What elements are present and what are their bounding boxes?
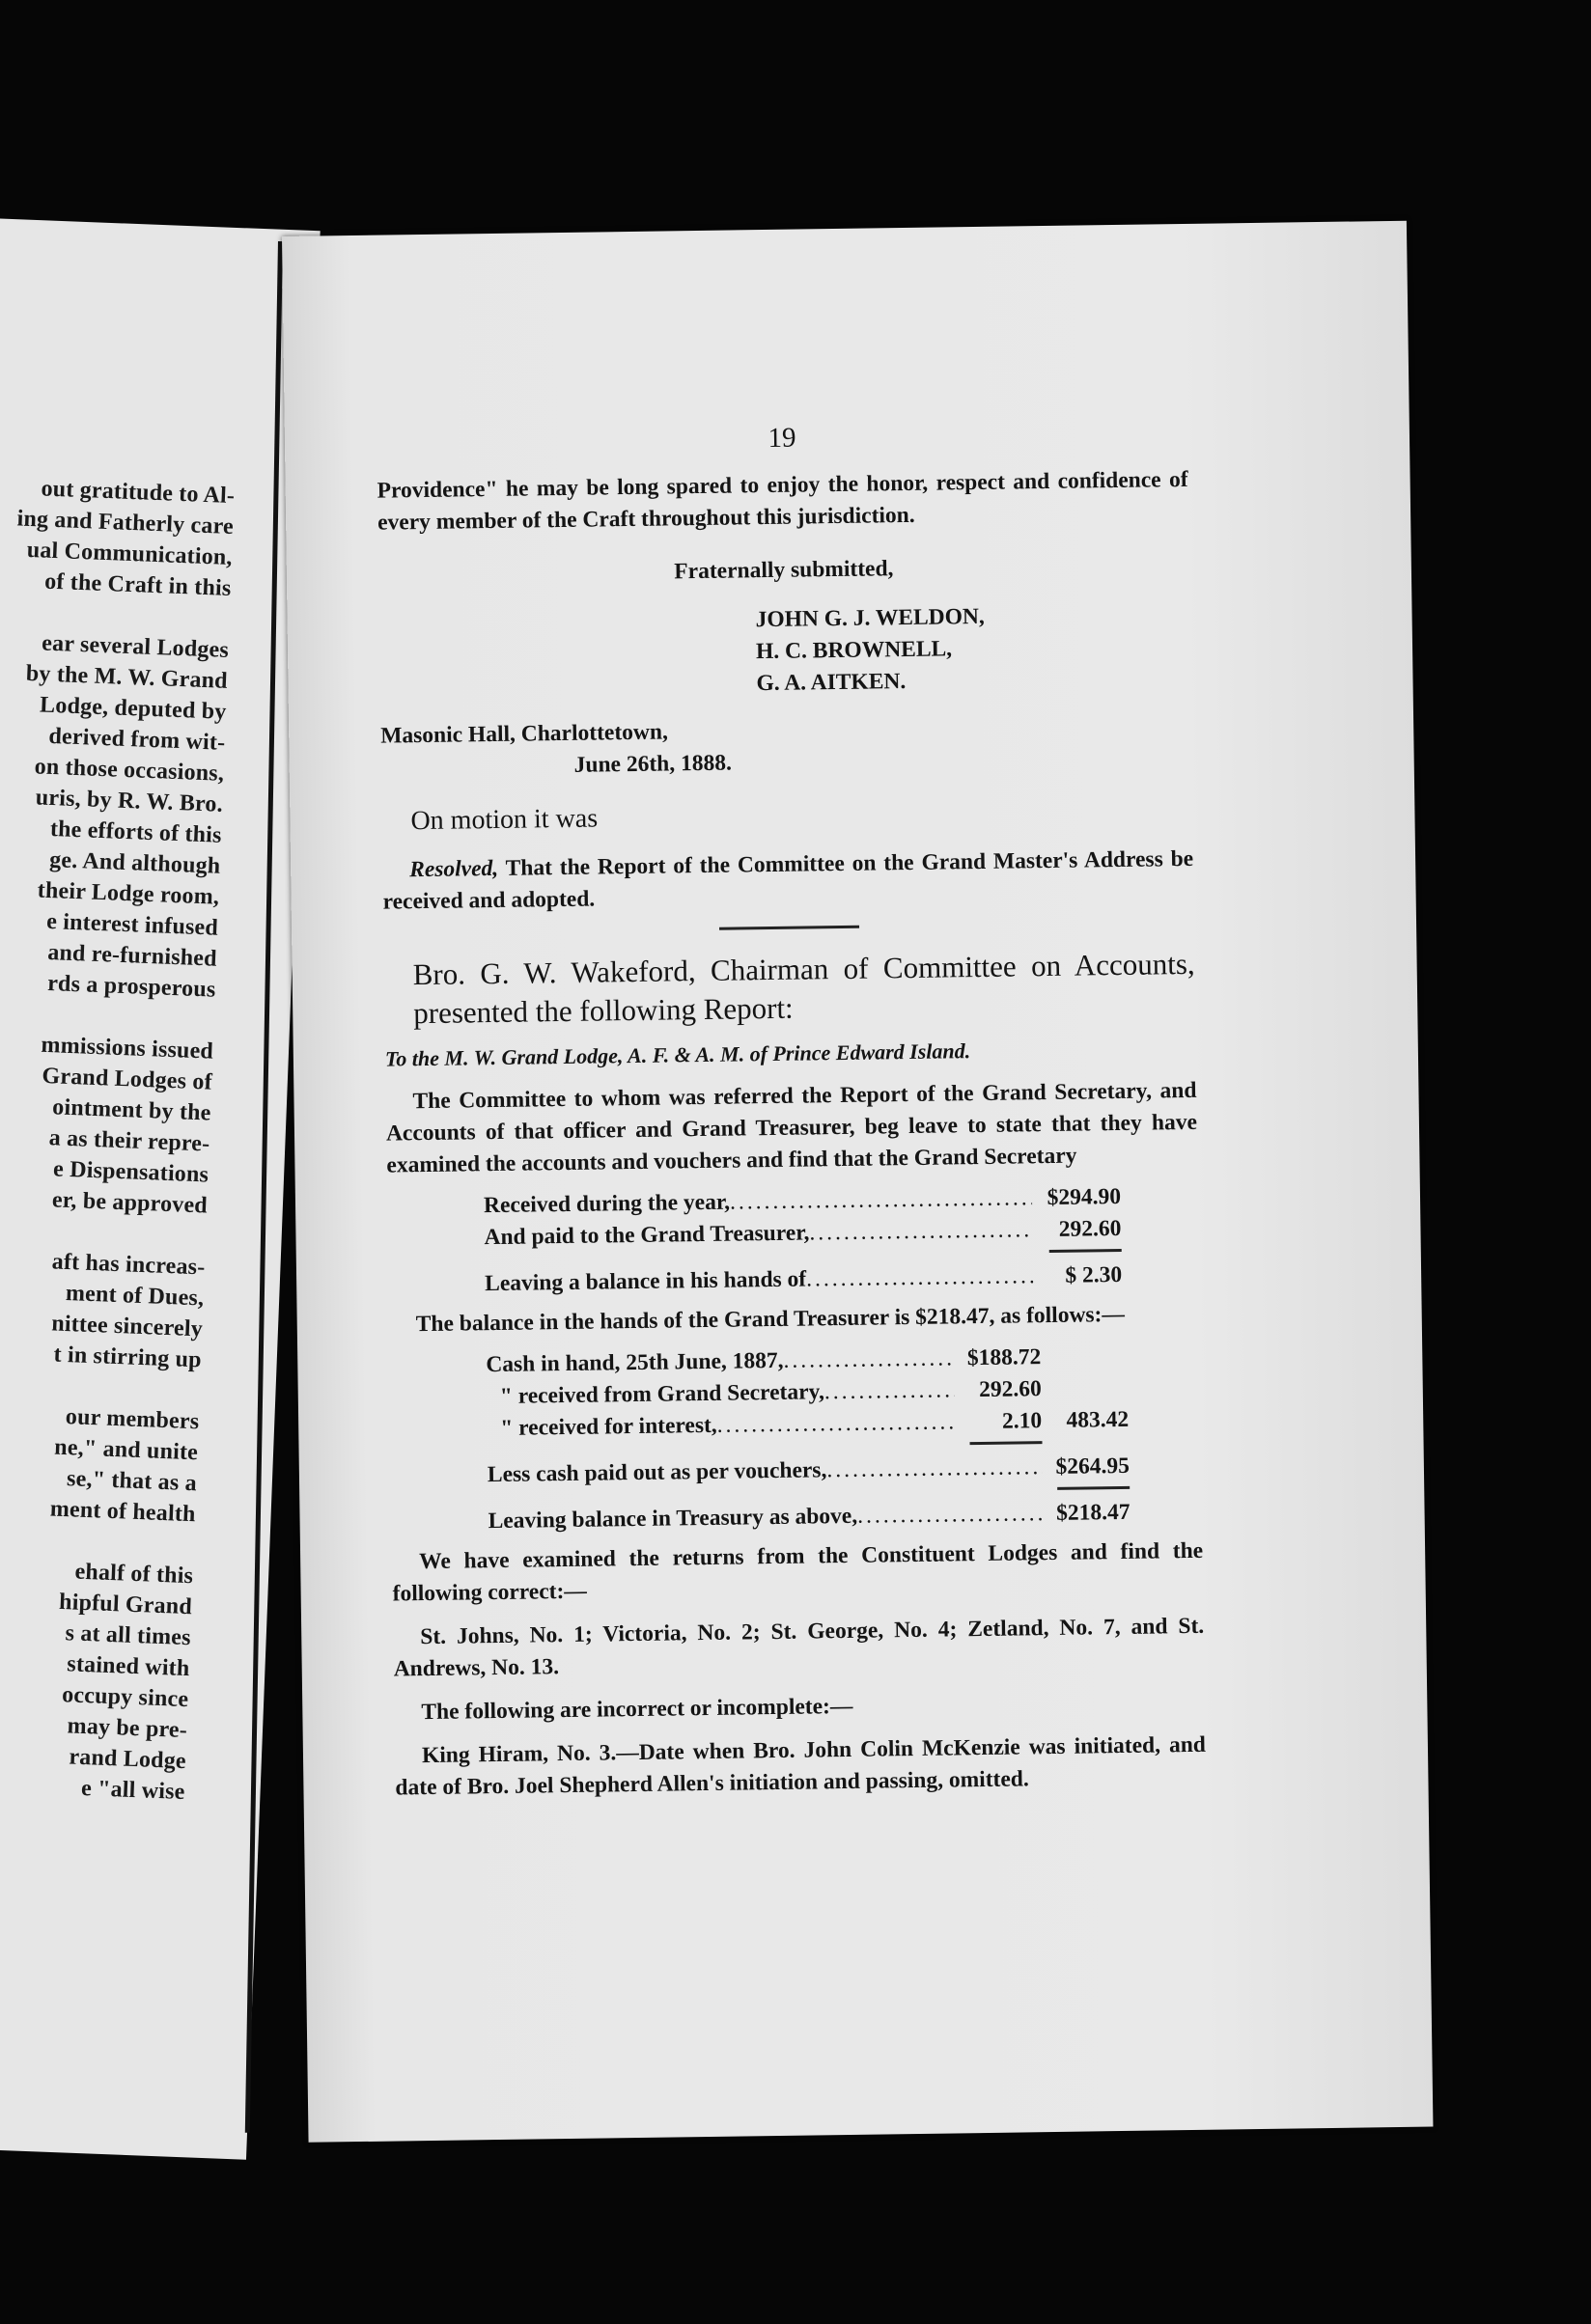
- left-page-text: [16, 220, 321, 1806]
- left-page-line: ment of health: [49, 1496, 197, 1528]
- left-page-line: t in stirring up: [53, 1342, 203, 1373]
- account-label: Received during the year,: [483, 1189, 731, 1219]
- left-page-fragment: [0, 217, 321, 2160]
- sum-rule: [1057, 1486, 1130, 1490]
- left-page-line: ual Communication,: [26, 537, 234, 571]
- account-label: Leaving a balance in his hands of: [484, 1266, 807, 1297]
- left-page-line: our members: [65, 1404, 200, 1435]
- left-page-line: and re-furnished: [46, 940, 218, 972]
- left-page-line: may be pre-: [67, 1713, 188, 1744]
- date-line: June 26th, 1888.: [573, 750, 733, 778]
- signer: JOHN G. J. WELDON,: [755, 603, 985, 633]
- account-amount: 292.60: [978, 1376, 1042, 1403]
- closing-line: Fraternally submitted,: [674, 556, 894, 585]
- account-label: Leaving balance in Treasury as above,: [488, 1503, 858, 1535]
- left-page-line: out gratitude to Al-: [41, 476, 236, 510]
- treasurer-account: [486, 1341, 1130, 1537]
- report-heading: Bro. G. W. Wakeford, Chairman of Committee on Accounts, presented the following Report:: [412, 946, 1195, 1031]
- section-divider: [719, 926, 859, 930]
- left-page-line: ointment by the: [51, 1094, 212, 1126]
- leader-dots: [826, 1452, 1043, 1486]
- left-page-line: hipful Grand: [58, 1589, 193, 1620]
- left-page-line: derived from wit-: [47, 723, 226, 756]
- left-page-line: ne," and unite: [53, 1434, 199, 1466]
- secretary-account: [484, 1181, 1123, 1300]
- left-page-line: se," that as a: [66, 1466, 198, 1497]
- resolved-label: Resolved,: [408, 855, 499, 883]
- leader-dots: [806, 1260, 1033, 1295]
- left-page-line: Lodge, deputed by: [39, 692, 228, 725]
- motion-line: On motion it was: [410, 803, 599, 837]
- left-page-line: their Lodge room,: [37, 877, 220, 910]
- account-row: [488, 1497, 1130, 1537]
- account-amount: 292.60: [1058, 1215, 1122, 1242]
- report-address: To the M. W. Grand Lodge, A. F. & A. M. of Prince Edward Island.: [384, 1038, 971, 1071]
- left-page-line: rand Lodge: [68, 1744, 187, 1775]
- left-page-line: the efforts of this: [49, 816, 223, 848]
- signer: G. A. AITKEN.: [756, 669, 907, 697]
- left-page-line: by the M. W. Grand: [25, 660, 229, 694]
- correct-lodges: St. Johns, No. 1; Victoria, No. 2; St. George, No. 4; Zetland, No. 7, and St. Andrews, No. 13.: [393, 1613, 1205, 1682]
- account-amount: 2.10: [1001, 1408, 1043, 1434]
- sum-rule: [1049, 1249, 1122, 1253]
- account-row: [485, 1259, 1122, 1300]
- leader-dots: [857, 1498, 1044, 1533]
- leader-dots: [809, 1214, 1033, 1249]
- opening-paragraph: Providence" he may be long spared to enjoy the honor, respect and confidence of every member of the Craft throughout this jurisdiction.: [377, 466, 1188, 536]
- report-intro: The Committee to whom was referred the Report of the Grand Secretary, and Accounts of that officer and Grand Treasurer, beg leave to state that they have examined the accounts and vouchers and find that the Grand Secretary: [385, 1077, 1198, 1178]
- right-page: [282, 221, 1433, 2143]
- account-label: " received from Grand Secretary,: [499, 1379, 825, 1409]
- left-page-line: s at all times: [65, 1620, 192, 1651]
- account-amount: $264.95: [1055, 1452, 1130, 1480]
- incorrect-intro: The following are incorrect or incomplete:—: [421, 1693, 853, 1726]
- left-page-line: uris, by R. W. Bro.: [35, 785, 224, 817]
- left-page-line: e interest infused: [45, 908, 219, 941]
- account-label: And paid to the Grand Treasurer,: [484, 1220, 810, 1251]
- signer: H. C. BROWNELL,: [755, 636, 953, 665]
- left-page-line: occupy since: [61, 1682, 189, 1713]
- left-page-line: ge. And although: [48, 847, 221, 879]
- left-page-line: ear several Lodges: [41, 630, 230, 663]
- treasurer-intro: The balance in the hands of the Grand Treasurer is $218.47, as follows:—: [415, 1301, 1126, 1338]
- account-label: " received for interest,: [500, 1412, 717, 1441]
- left-page-line: e "all wise: [80, 1775, 186, 1806]
- left-page-line: rds a prosperous: [46, 971, 216, 1003]
- account-amount: $294.90: [1047, 1183, 1122, 1211]
- left-page-line: a as their repre-: [48, 1125, 210, 1157]
- signatories: [755, 598, 1190, 700]
- account-amount: $218.47: [1055, 1499, 1130, 1526]
- left-page-line: nittee sincerely: [50, 1311, 204, 1342]
- account-label: Cash in hand, 25th June, 1887,: [486, 1347, 784, 1378]
- leader-dots: [716, 1406, 955, 1441]
- left-page-line: stained with: [66, 1651, 190, 1682]
- place-line: Masonic Hall, Charlottetown,: [380, 719, 669, 749]
- left-page-line: er, be approved: [51, 1187, 209, 1219]
- page-content: [377, 417, 1207, 1805]
- resolved-text: That the Report of the Committee on the Grand Master's Address be received and adopted.: [382, 845, 1194, 915]
- left-page-line: e Dispensations: [52, 1156, 209, 1188]
- account-amount: $188.72: [966, 1344, 1042, 1371]
- page-number: 19: [768, 422, 796, 454]
- left-page-line: ing and Fatherly care: [16, 506, 235, 540]
- leader-dots: [730, 1182, 1032, 1218]
- sum-rule: [970, 1441, 1043, 1445]
- left-page-line: aft has increas-: [51, 1249, 206, 1281]
- left-page-line: of the Craft in this: [43, 568, 232, 602]
- left-page-line: Grand Lodges of: [42, 1063, 213, 1095]
- incorrect-detail: King Hiram, No. 3.—Date when Bro. John Colin McKenzie was initiated, and date of Bro. Joel Shepherd Allen's initiation and passing, omitted.: [395, 1731, 1207, 1801]
- returns-intro: We have examined the returns from the Constituent Lodges and find the following correct:—: [392, 1537, 1204, 1607]
- account-amount: $ 2.30: [1065, 1261, 1123, 1288]
- left-page-line: ehalf of this: [74, 1559, 194, 1590]
- leader-dots: [783, 1342, 954, 1376]
- leader-dots: [824, 1374, 955, 1408]
- account-subtotal: 483.42: [1066, 1406, 1130, 1433]
- account-label: Less cash paid out as per vouchers,: [487, 1457, 827, 1488]
- resolved-paragraph: [382, 844, 1194, 919]
- left-page-line: mmissions issued: [41, 1032, 214, 1065]
- left-page-line: on those occasions,: [34, 754, 225, 787]
- account-row: [488, 1451, 1130, 1491]
- left-page-line: ment of Dues,: [65, 1280, 205, 1312]
